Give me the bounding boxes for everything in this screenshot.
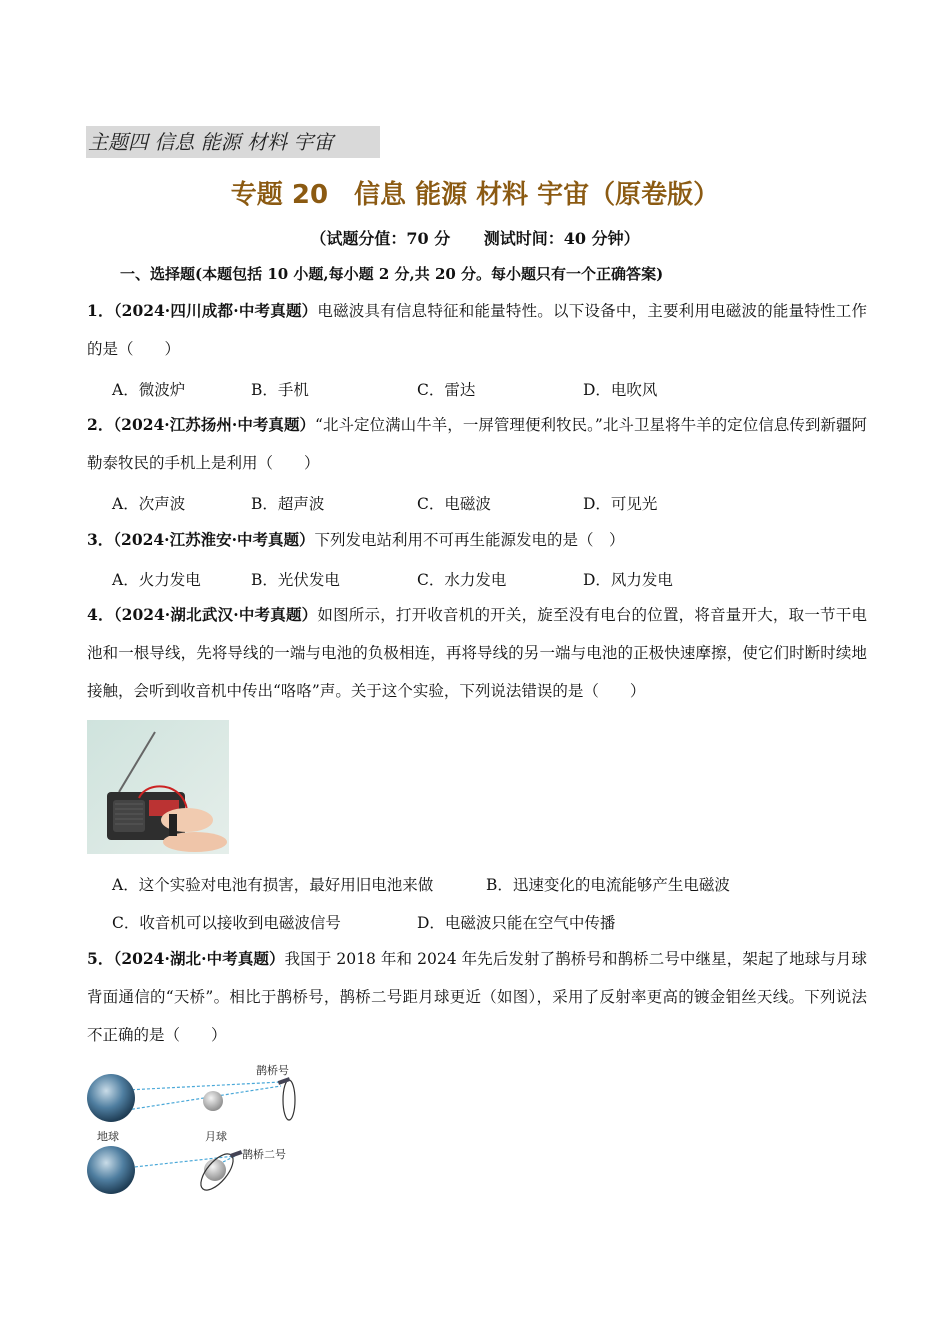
option-c[interactable]: C．电磁波 bbox=[417, 495, 491, 513]
question-number: 1． bbox=[87, 301, 114, 320]
question-3 bbox=[87, 521, 867, 559]
option-b[interactable]: B．超声波 bbox=[251, 495, 325, 513]
question-number: 2． bbox=[87, 415, 114, 434]
question-number: 3． bbox=[87, 530, 114, 549]
option-a[interactable]: A．这个实验对电池有损害，最好用旧电池来做 bbox=[112, 876, 434, 894]
moon-icon bbox=[204, 1159, 226, 1181]
question-stem: 如图所示，打开收音机的开关，旋至没有电台的位置，将音量开大，取一节干电池和一根导线，先将导线的一端与电池的负极相连，再将导线的另一端与电池的正极快速摩擦，使它们时断时续地接触，会听到收音机中传出“咯咯”声。关于这个实验，下列说法错误的是（ ） bbox=[87, 606, 867, 700]
option-a[interactable]: A．火力发电 bbox=[112, 571, 201, 589]
option-d[interactable]: D．电磁波只能在空气中传播 bbox=[417, 914, 616, 932]
question-4 bbox=[87, 596, 867, 710]
satellite-icon bbox=[230, 1150, 243, 1158]
earth-moon-figure bbox=[85, 1058, 305, 1198]
relay-satellite-figure bbox=[85, 1058, 305, 1198]
option-c[interactable]: C．水力发电 bbox=[417, 571, 507, 589]
satellite-icon bbox=[278, 1077, 291, 1085]
option-c[interactable]: C．雷达 bbox=[417, 381, 476, 399]
option-a[interactable]: A．微波炉 bbox=[112, 381, 186, 399]
moon-icon bbox=[203, 1091, 223, 1111]
section-tag: 主题四 信息 能源 材料 宇宙 bbox=[86, 126, 380, 158]
question-stem: 下列发电站利用不可再生能源发电的是（ ） bbox=[314, 531, 625, 549]
radio-experiment-icon bbox=[87, 720, 229, 854]
sat1-label: 鹊桥号 bbox=[256, 1064, 289, 1077]
question-source: （2024·江苏淮安·中考真题） bbox=[113, 530, 315, 549]
question-5 bbox=[87, 940, 867, 1054]
sat2-label: 鹊桥二号 bbox=[242, 1148, 286, 1161]
question-2 bbox=[87, 406, 867, 482]
time-info: 测试时间：40 分钟） bbox=[483, 229, 640, 248]
question-stem: 电磁波具有信息特征和能量特性。以下设备中，主要利用电磁波的能量特性工作的是（ ） bbox=[87, 302, 867, 358]
question-source: （2024·湖北武汉·中考真题） bbox=[113, 605, 318, 624]
question-source: （2024·江苏扬州·中考真题） bbox=[113, 415, 316, 434]
option-c[interactable]: C．收音机可以接收到电磁波信号 bbox=[112, 914, 341, 932]
option-d[interactable]: D．电吹风 bbox=[583, 381, 658, 399]
question-number: 5． bbox=[87, 949, 114, 968]
question-number: 4． bbox=[87, 605, 114, 624]
option-b[interactable]: B．光伏发电 bbox=[251, 571, 340, 589]
option-d[interactable]: D．可见光 bbox=[583, 495, 658, 513]
question-1 bbox=[87, 292, 867, 368]
exam-meta bbox=[0, 226, 950, 249]
section-heading: 一、选择题(本题包括 10 小题,每小题 2 分,共 20 分。每小题只有一个正确答案) bbox=[120, 265, 664, 283]
question-source: （2024·四川成都·中考真题） bbox=[113, 301, 318, 320]
earth-icon bbox=[87, 1074, 135, 1122]
option-d[interactable]: D．风力发电 bbox=[583, 571, 673, 589]
option-a[interactable]: A．次声波 bbox=[112, 495, 186, 513]
question-stem: 我国于 2018 年和 2024 年先后发射了鹊桥号和鹊桥二号中继星，架起了地球与月球背面通信的“天桥”。相比于鹊桥号，鹊桥二号距月球更近（如图），采用了反射率更高的镀金钼丝天线。下列说法不正确的是（ ） bbox=[87, 950, 867, 1044]
earth-label: 地球 bbox=[97, 1130, 119, 1143]
option-b[interactable]: B．手机 bbox=[251, 381, 309, 399]
moon-label: 月球 bbox=[205, 1130, 227, 1143]
radio-photo bbox=[87, 720, 229, 854]
question-stem: “北斗定位满山牛羊，一屏管理便利牧民。”北斗卫星将牛羊的定位信息传到新疆阿勒泰牧民的手机上是利用（ ） bbox=[87, 416, 867, 472]
score-info: （试题分值：70 分 bbox=[310, 229, 451, 248]
page-title: 专题 20 信息 能源 材料 宇宙（原卷版） bbox=[230, 180, 720, 210]
earth-icon bbox=[87, 1146, 135, 1194]
option-b[interactable]: B．迅速变化的电流能够产生电磁波 bbox=[486, 876, 730, 894]
question-source: （2024·湖北·中考真题） bbox=[113, 949, 285, 968]
